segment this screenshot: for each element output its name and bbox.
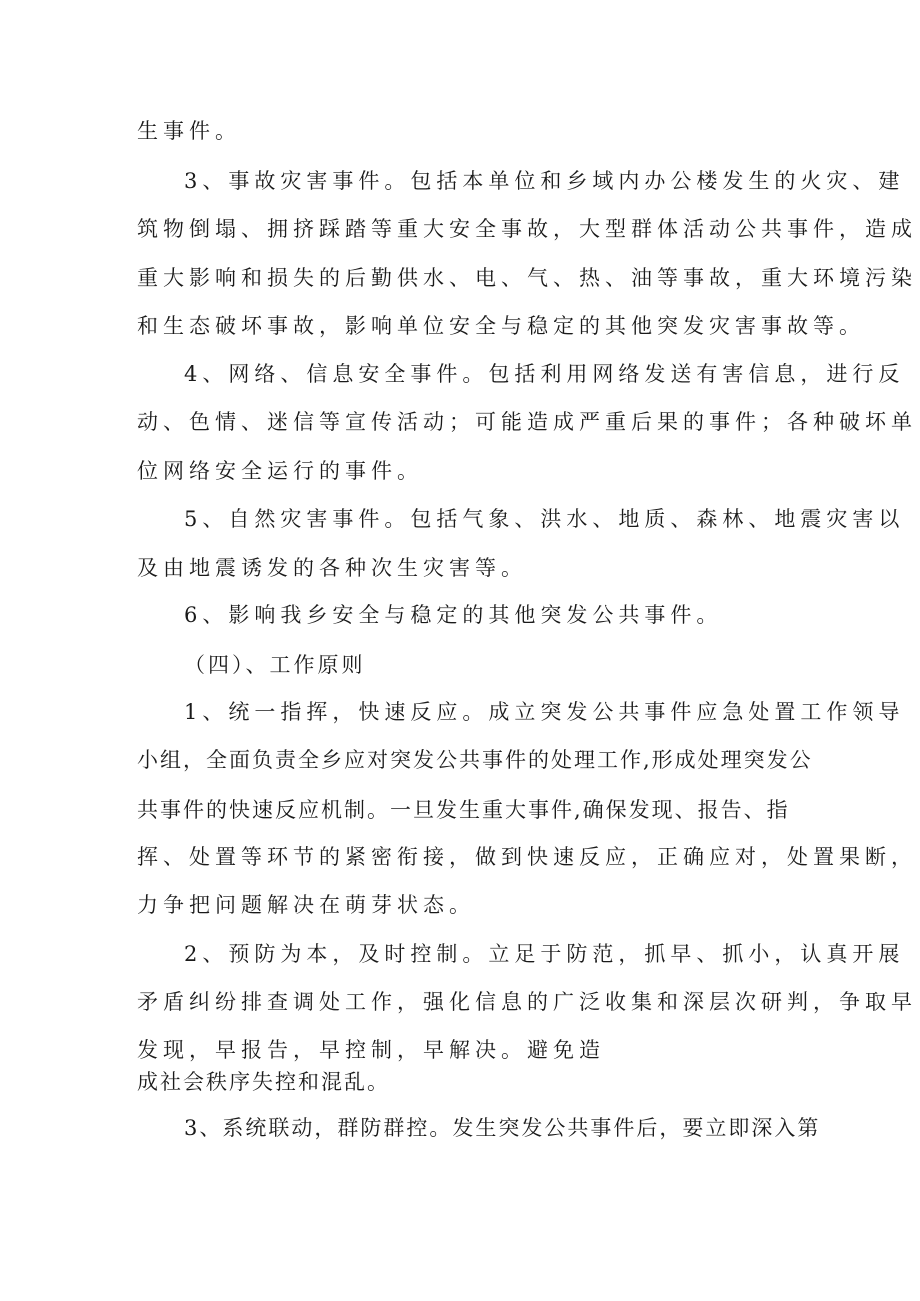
text-line-4: 重大影响和损失的后勤供水、电、气、热、油等事故，重大环境污染 — [137, 266, 917, 290]
text-line-21: 成社会秩序失控和混乱。 — [137, 1070, 390, 1094]
text-line-9: 5、自然灾害事件。包括气象、洪水、地质、森林、地震灾害以 — [184, 507, 905, 531]
section-heading: （四）、工作原则 — [184, 653, 366, 677]
text-line-19: 矛盾纠纷排查调处工作，强化信息的广泛收集和深层次研判，争取早 — [137, 990, 917, 1014]
text-line-16: 挥、处置等环节的紧密衔接，做到快速反应，正确应对，处置果断， — [137, 845, 917, 869]
text-line-15: 共事件的快速反应机制。一旦发生重大事件,确保发现、报告、指 — [137, 798, 790, 822]
text-line-3: 筑物倒塌、拥挤踩踏等重大安全事故，大型群体活动公共事件，造成 — [137, 217, 917, 241]
text-line-6: 4、网络、信息安全事件。包括利用网络发送有害信息，进行反 — [184, 362, 905, 386]
text-line-1: 生事件。 — [137, 119, 241, 143]
text-line-8: 位网络安全运行的事件。 — [137, 459, 423, 483]
text-line-17: 力争把问题解决在萌芽状态。 — [137, 893, 475, 917]
text-line-10: 及由地震诱发的各种次生灾害等。 — [137, 556, 527, 580]
text-line-2: 3、事故灾害事件。包括本单位和乡域内办公楼发生的火灾、建 — [184, 169, 905, 193]
text-line-20: 发现，早报告，早控制，早解决。避免造 — [137, 1038, 605, 1062]
text-line-11: 6、影响我乡安全与稳定的其他突发公共事件。 — [184, 603, 723, 627]
text-line-5: 和生态破坏事故，影响单位安全与稳定的其他突发灾害事故等。 — [137, 314, 865, 338]
text-line-14: 小组，全面负责全乡应对突发公共事件的处理工作,形成处理突发公 — [137, 748, 813, 772]
text-line-13: 1、统一指挥，快速反应。成立突发公共事件应急处置工作领导 — [184, 700, 905, 724]
text-line-18: 2、预防为本，及时控制。立足于防范，抓早、抓小，认真开展 — [184, 942, 905, 966]
text-line-22: 3、系统联动，群防群控。发生突发公共事件后，要立即深入第 — [184, 1116, 821, 1140]
text-line-7: 动、色情、迷信等宣传活动；可能造成严重后果的事件；各种破坏单 — [137, 410, 917, 434]
